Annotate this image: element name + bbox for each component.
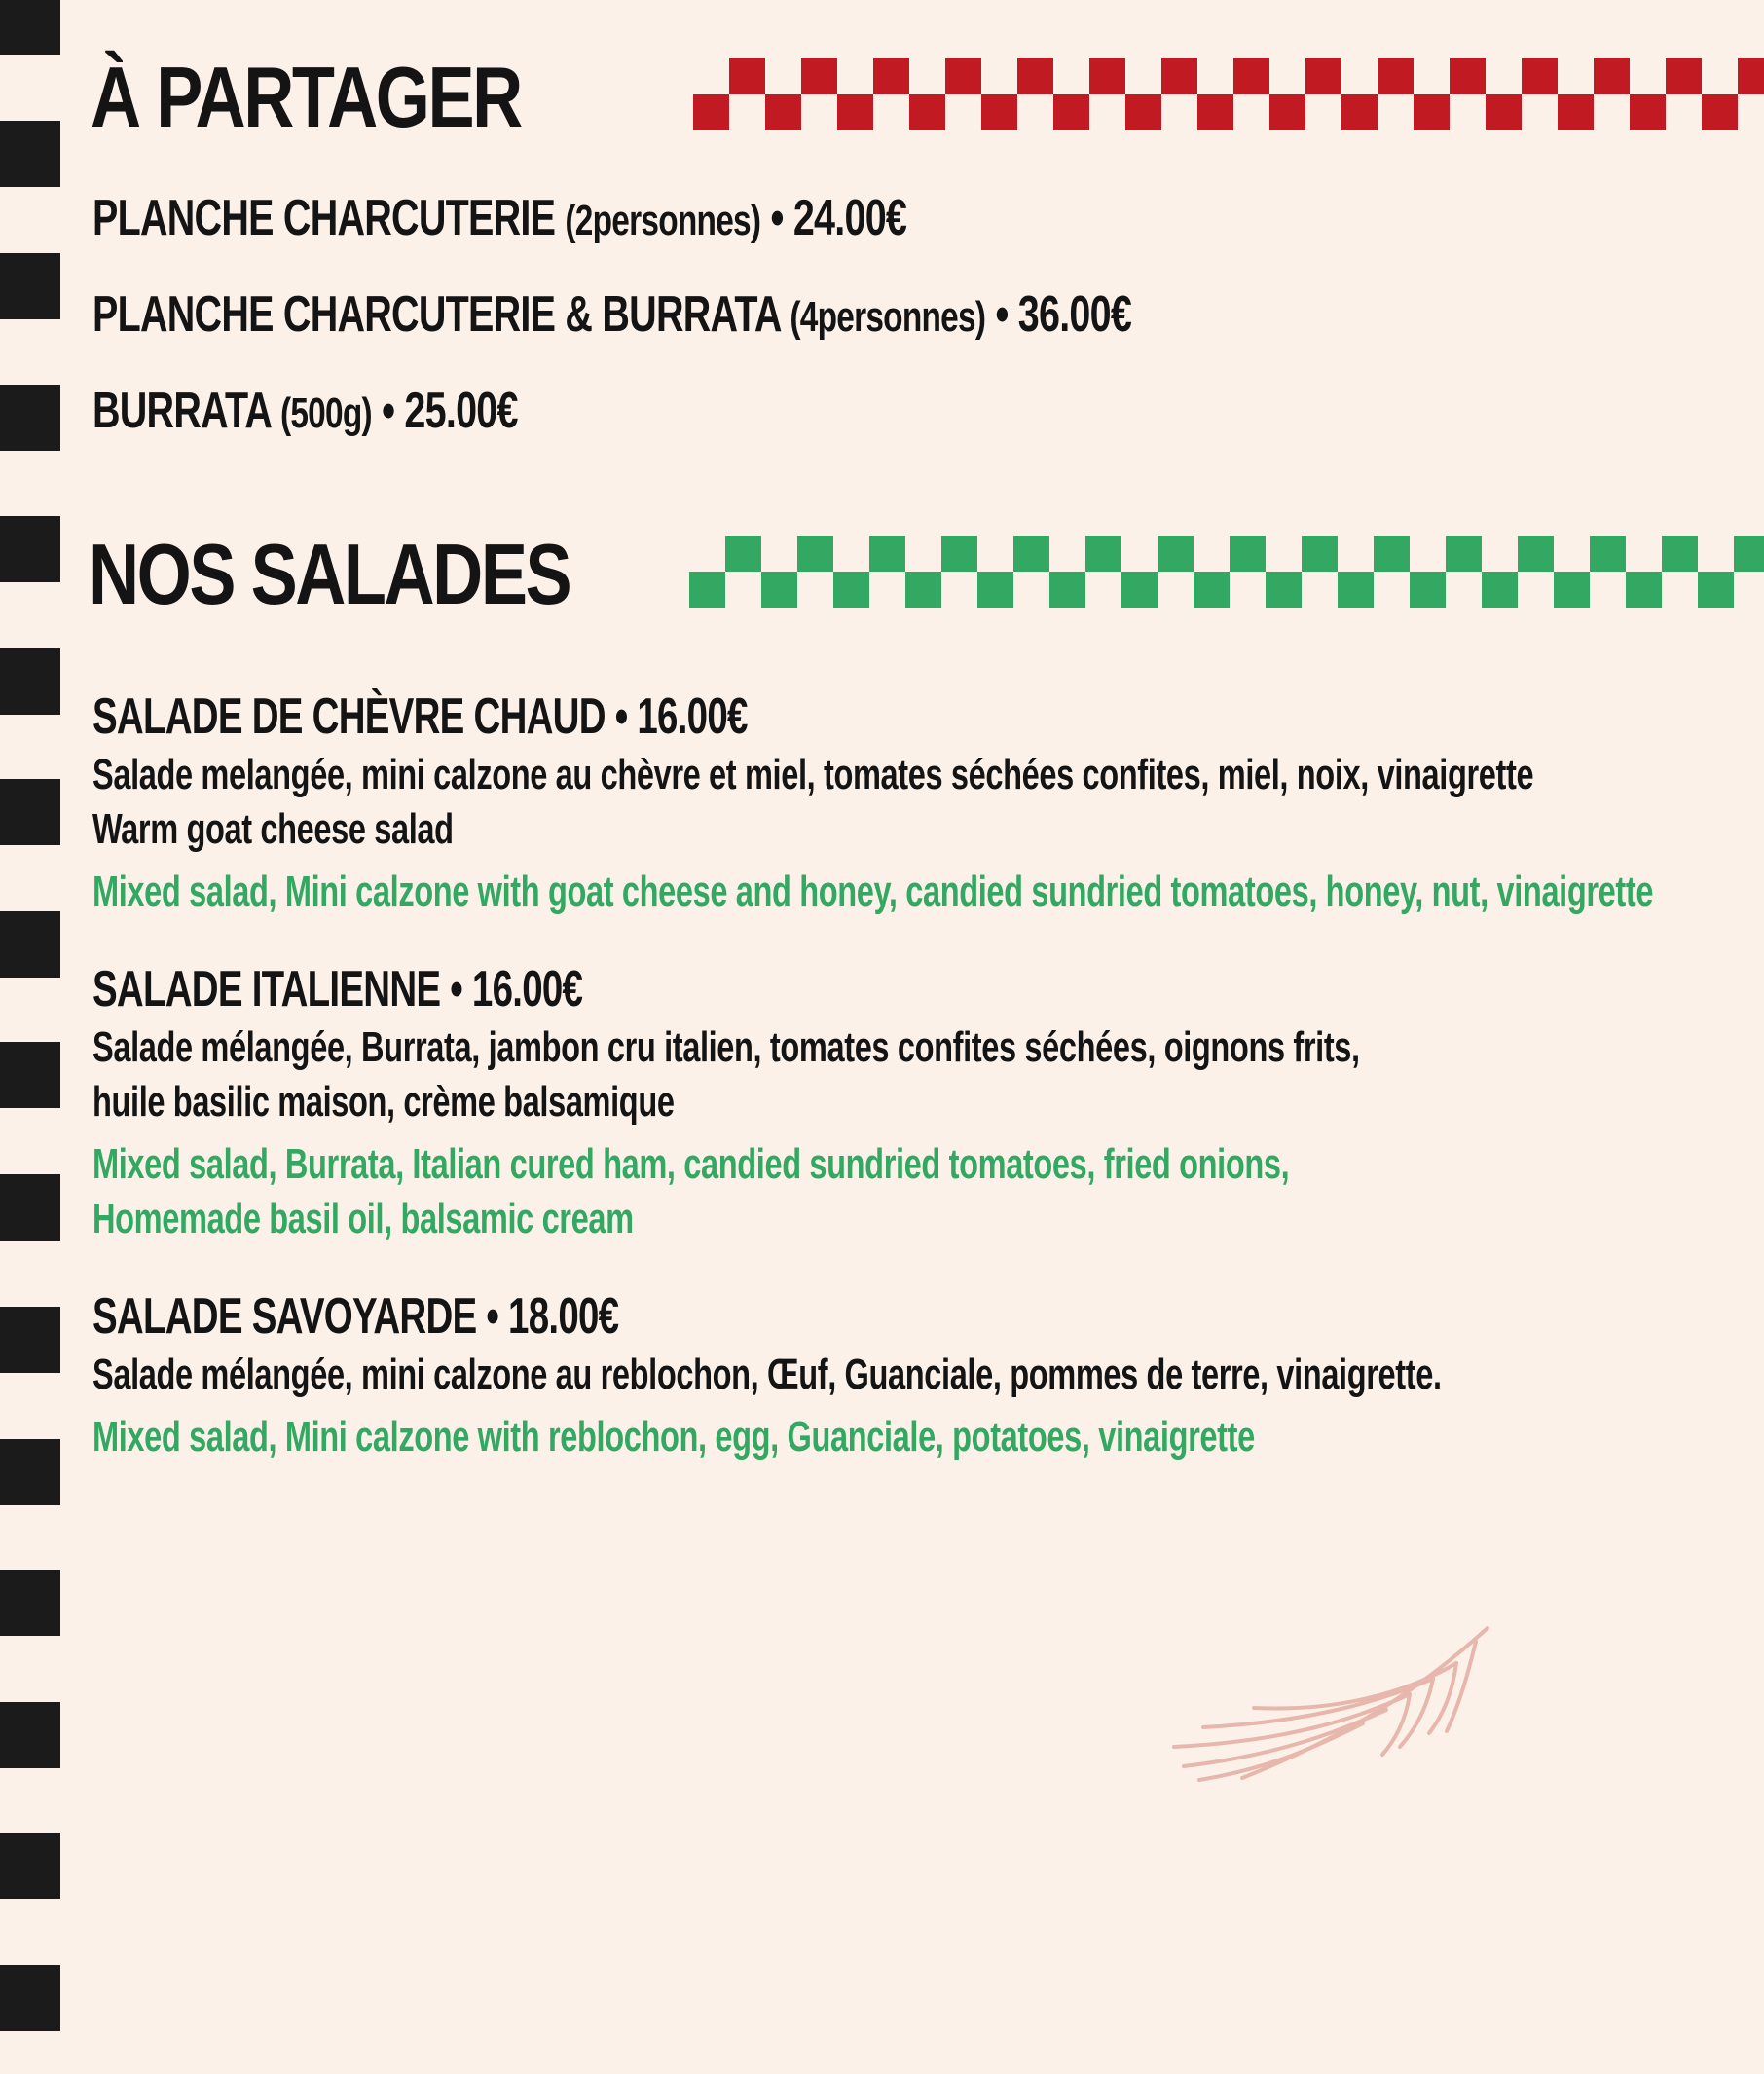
checker-square: [1158, 536, 1194, 572]
checker-square: [1017, 58, 1053, 94]
checker-square: [869, 536, 905, 572]
checker-square: [941, 536, 977, 572]
checker-square: [801, 58, 837, 94]
border-square: [0, 1570, 60, 1636]
checker-square: [1378, 58, 1414, 94]
item-name: BURRATA: [92, 383, 271, 439]
checker-square: [1594, 58, 1630, 94]
checker-square: [761, 572, 797, 608]
salad-description-fr: Salade melangée, mini calzone au chèvre et miel, tomates séchées confites, miel, noix, vinaigrette: [92, 751, 1534, 798]
border-square: [0, 516, 60, 582]
checker-square: [1049, 572, 1085, 608]
checker-square: [1374, 536, 1410, 572]
border-square: [0, 1439, 60, 1505]
item-name: PLANCHE CHARCUTERIE: [92, 190, 556, 246]
item-note: (2personnes): [565, 197, 761, 244]
item-price: 36.00€: [1017, 286, 1132, 343]
checker-square: [981, 94, 1017, 130]
border-square: [0, 253, 60, 319]
item-note: (500g): [279, 389, 372, 437]
item-note: (4personnes): [790, 293, 986, 341]
red-checker-band: [693, 58, 1764, 132]
salad-description-en: Mixed salad, Mini calzone with goat cheese and honey, candied sundried tomatoes, honey, nut, vinaigrette: [92, 868, 1654, 915]
checker-square: [1338, 572, 1374, 608]
bullet-separator: •: [770, 190, 784, 246]
border-square: [0, 385, 60, 451]
salad-heading: SALADE DE CHÈVRE CHAUD • 16.00€: [92, 688, 748, 745]
checker-square: [1085, 536, 1121, 572]
checker-square: [1341, 94, 1378, 130]
checker-square: [1053, 94, 1089, 130]
border-square: [0, 648, 60, 715]
checker-square: [1446, 536, 1482, 572]
checker-square: [1518, 536, 1554, 572]
checker-square: [1121, 572, 1158, 608]
share-list: [92, 171, 1459, 461]
checker-square: [1414, 94, 1450, 130]
checker-square: [1702, 94, 1738, 130]
salad-heading: SALADE SAVOYARDE • 18.00€: [92, 1288, 619, 1345]
salad-description-en: Mixed salad, Burrata, Italian cured ham, candied sundried tomatoes, fried onions,: [92, 1140, 1290, 1188]
border-square: [0, 1174, 60, 1241]
border-square: [0, 779, 60, 845]
checker-square: [1089, 58, 1125, 94]
checker-square: [1161, 58, 1197, 94]
checker-square: [1194, 572, 1230, 608]
item-price: 24.00€: [792, 190, 907, 246]
checker-square: [909, 94, 945, 130]
section-title-salads: NOS SALADES: [89, 526, 570, 622]
checker-square: [797, 536, 833, 572]
checker-square: [1626, 572, 1662, 608]
border-square: [0, 1702, 60, 1768]
section-title-share: À PARTAGER: [91, 49, 521, 145]
border-square: [0, 121, 60, 187]
checker-square: [1305, 58, 1341, 94]
checker-square: [765, 94, 801, 130]
salad-item-italienne: [92, 958, 1764, 1246]
border-square: [0, 911, 60, 978]
share-item: [92, 171, 1131, 268]
checker-square: [1450, 58, 1486, 94]
left-checker-border: [0, 0, 60, 2074]
green-checker-band: [689, 536, 1764, 610]
border-square: [0, 1833, 60, 1899]
share-item: [92, 364, 1131, 461]
checker-square: [1486, 94, 1522, 130]
checker-square: [1590, 536, 1626, 572]
checker-square: [1233, 58, 1269, 94]
checker-square: [1410, 572, 1446, 608]
checker-square: [693, 94, 729, 130]
checker-square: [1269, 94, 1305, 130]
salad-description-en: Homemade basil oil, balsamic cream: [92, 1195, 634, 1242]
checker-square: [1738, 58, 1764, 94]
checker-square: [873, 58, 909, 94]
checker-square: [905, 572, 941, 608]
salad-item-chevre: [92, 685, 1764, 919]
checker-square: [1662, 536, 1698, 572]
salad-description-fr: Warm goat cheese salad: [92, 805, 454, 853]
checker-square: [1666, 58, 1702, 94]
item-name: PLANCHE CHARCUTERIE & BURRATA: [92, 286, 781, 343]
border-square: [0, 1307, 60, 1373]
checker-square: [1522, 58, 1558, 94]
checker-square: [1554, 572, 1590, 608]
checker-square: [977, 572, 1013, 608]
border-square: [0, 1965, 60, 2031]
checker-square: [1630, 94, 1666, 130]
bullet-separator: •: [995, 286, 1009, 343]
checker-square: [729, 58, 765, 94]
checker-square: [1125, 94, 1161, 130]
item-price: 25.00€: [404, 383, 518, 439]
checker-square: [1302, 536, 1338, 572]
checker-square: [837, 94, 873, 130]
checker-square: [1266, 572, 1302, 608]
checker-square: [1482, 572, 1518, 608]
salad-description-en: Mixed salad, Mini calzone with reblochon, egg, Guanciale, potatoes, vinaigrette: [92, 1413, 1255, 1461]
bullet-separator: •: [382, 383, 395, 439]
checker-square: [1230, 536, 1266, 572]
checker-square: [945, 58, 981, 94]
salad-description-fr: Salade mélangée, Burrata, jambon cru italien, tomates confites séchées, oignons frits,: [92, 1023, 1360, 1071]
rosemary-sprig-icon: [1164, 1624, 1495, 1790]
salad-heading: SALADE ITALIENNE • 16.00€: [92, 961, 583, 1018]
border-square: [0, 0, 60, 55]
checker-square: [1734, 536, 1764, 572]
checker-square: [1558, 94, 1594, 130]
checker-square: [725, 536, 761, 572]
border-square: [0, 1042, 60, 1108]
checker-square: [1698, 572, 1734, 608]
checker-square: [689, 572, 725, 608]
salad-description-fr: huile basilic maison, crème balsamique: [92, 1078, 675, 1126]
salad-item-savoyarde: [92, 1285, 1764, 1464]
checker-square: [833, 572, 869, 608]
checker-square: [1013, 536, 1049, 572]
checker-square: [1197, 94, 1233, 130]
salad-description-fr: Salade mélangée, mini calzone au reblochon, Œuf, Guanciale, pommes de terre, vinaigrette.: [92, 1351, 1442, 1398]
share-item: [92, 268, 1131, 364]
